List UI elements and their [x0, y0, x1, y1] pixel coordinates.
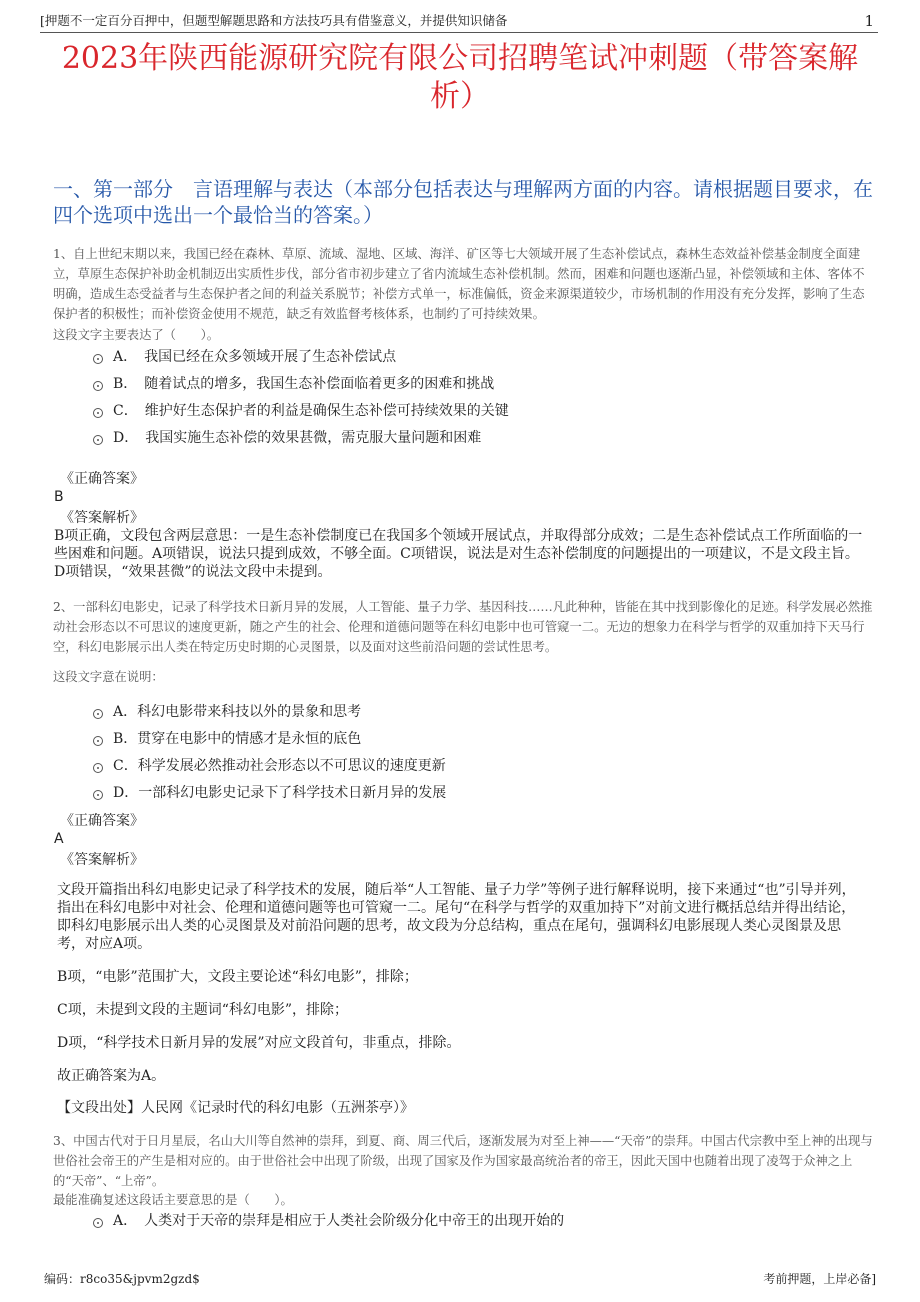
q2-answer-label: 《正确答案》	[60, 813, 144, 829]
document-title: 2023年陕西能源研究院有限公司招聘笔试冲刺题（带答案解析）	[61, 41, 859, 114]
option-label: D． 我国实施生态补偿的效果甚微，需克服大量问题和困难	[113, 430, 482, 446]
q2-answer: A	[54, 831, 64, 847]
q2-stem: 2、一部科幻电影史，记录了科学技术日新月异的发展，人工智能、量子力学、基因科技……凡此种种，皆能在其中找到影像化的足迹。科学发展必然推动社会形态以不可思议的速度更新，随之产生的社会、伦理和道德问题等在科幻电影中也可管窥一二。无边的想象力在科学与哲学的双重加持下天马行空，科幻电影展示出人类在特定历史时期的心灵图景，以及面对这些前沿问题的尝试性思考。	[53, 600, 873, 654]
q2-question: 这段文字意在说明：	[53, 670, 164, 684]
q3-stem: 3、中国古代对于日月星辰，名山大川等自然神的崇拜，到夏、商、周三代后，逐渐发展为对至上神——“天帝”的崇拜。中国古代宗教中至上神的出现与世俗社会帝王的产生是相对应的。由于世俗社会中出现了阶级，出现了国家及作为国家最高统治者的帝王，因此天国中也随着出现了凌驾于众神之上的“天帝”、“上帝”。	[53, 1134, 873, 1188]
q2-analysis-para: 故正确答案为A。	[57, 1068, 166, 1084]
q1-option-b[interactable]	[93, 375, 494, 393]
q1-stem: 1、自上世纪末期以来，我国已经在森林、草原、流域、湿地、区域、海洋、矿区等七大领域开展了生态补偿试点，森林生态效益补偿基金制度全面建立，草原生态保护补助金机制迈出实质性步伐，部分省市初步建立了省内流域生态补偿机制。然而，困难和问题也逐渐凸显，补偿领域和主体、客体不明确，造成生态受益者与生态保护者之间的利益关系脱节；补偿方式单一，标准偏低，资金来源渠道较少，市场机制的作用没有充分发挥，影响了生态保护者的积极性；而补偿资金使用不规范，缺乏有效监督考核体系，也制约了可持续效果。	[53, 247, 865, 321]
radio-icon[interactable]	[93, 435, 103, 445]
radio-icon[interactable]	[93, 709, 103, 719]
option-label: A． 我国已经在众多领域开展了生态补偿试点	[113, 349, 397, 365]
page-header	[40, 10, 878, 33]
document-code: 编码：r8co35&jpvm2gzd$	[44, 1272, 200, 1286]
q1-answer: B	[54, 489, 64, 505]
option-label: B．贯穿在电影中的情感才是永恒的底色	[113, 731, 362, 747]
option-label: D．一部科幻电影史记录下了科学技术日新月异的发展	[113, 785, 447, 801]
q2-analysis-para: 文段开篇指出科幻电影史记录了科学技术的发展，随后举“人工智能、量子力学”等例子进行解释说明，接下来通过“也”引导并列，指出在科幻电影中对社会、伦理和道德问题等也可管窥一二。尾句“在科学与哲学的双重加持下”对前文进行概括总结并得出结论，即科幻电影展示出人类的心灵图景及对前沿问题的思考，故文段为分总结构，重点在尾句，强调科幻电影展现人类心灵图景及思考，对应A项。	[57, 882, 856, 952]
q2-analysis-para: B项，“电影”范围扩大，文段主要论述“科幻电影”，排除；	[57, 969, 418, 985]
option-label: C．科学发展必然推动社会形态以不可思议的速度更新	[113, 758, 446, 774]
q1-analysis-label: 《答案解析》	[60, 510, 144, 526]
q1-option-d[interactable]	[93, 429, 481, 447]
q1-option-c[interactable]	[93, 402, 509, 420]
q1-option-a[interactable]	[93, 348, 396, 366]
q3-question: 最能准确复述这段话主要意思的是（ ）。	[53, 1193, 293, 1207]
radio-icon[interactable]	[93, 736, 103, 746]
q2-option-c[interactable]	[93, 757, 446, 775]
header-text: [押题不一定百分百押中，但题型解题思路和方法技巧具有借鉴意义，并提供知识储备	[40, 13, 508, 28]
radio-icon[interactable]	[93, 790, 103, 800]
section-title: 一、第一部分 言语理解与表达（本部分包括表达与理解两方面的内容。请根据题目要求，在四个选项中选出一个最恰当的答案。）	[53, 177, 873, 227]
q2-source: 【文段出处】人民网《记录时代的科幻电影（五洲茶亭）》	[57, 1100, 414, 1116]
q1-analysis: B项正确，文段包含两层意思：一是生态补偿制度已在我国多个领域开展试点，并取得部分成效；二是生态补偿试点工作所面临的一些困难和问题。A项错误，说法只提到成效，不够全面。C项错误，说法是对生态补偿制度的问题提出的一项建议，不是文段主旨。D项错误，“效果甚微”的说法文段中未提到。	[54, 528, 863, 580]
q3-option-a[interactable]	[93, 1212, 564, 1230]
q1-question: 这段文字主要表达了（ ）。	[53, 328, 220, 342]
page-number: 1	[864, 12, 874, 30]
q2-option-b[interactable]	[93, 730, 361, 748]
q2-analysis-para: D项，“科学技术日新月异的发展”对应文段首句，非重点，排除。	[57, 1035, 461, 1051]
q2-option-a[interactable]	[93, 703, 361, 721]
radio-icon[interactable]	[93, 354, 103, 364]
q2-analysis-label: 《答案解析》	[60, 852, 144, 868]
option-label: C． 维护好生态保护者的利益是确保生态补偿可持续效果的关键	[113, 403, 509, 419]
radio-icon[interactable]	[93, 381, 103, 391]
q2-analysis-para: C项，未提到文段的主题词“科幻电影”，排除；	[57, 1002, 349, 1018]
footer-slogan: 考前押题，上岸必备]	[763, 1272, 876, 1286]
q1-answer-label: 《正确答案》	[60, 471, 144, 487]
option-label: A． 人类对于天帝的崇拜是相应于人类社会阶级分化中帝王的出现开始的	[113, 1213, 565, 1229]
radio-icon[interactable]	[93, 763, 103, 773]
q2-option-d[interactable]	[93, 784, 446, 802]
option-label: B． 随着试点的增多，我国生态补偿面临着更多的困难和挑战	[113, 376, 495, 392]
radio-icon[interactable]	[93, 408, 103, 418]
radio-icon[interactable]	[93, 1218, 103, 1228]
option-label: A．科幻电影带来科技以外的景象和思考	[113, 704, 362, 720]
